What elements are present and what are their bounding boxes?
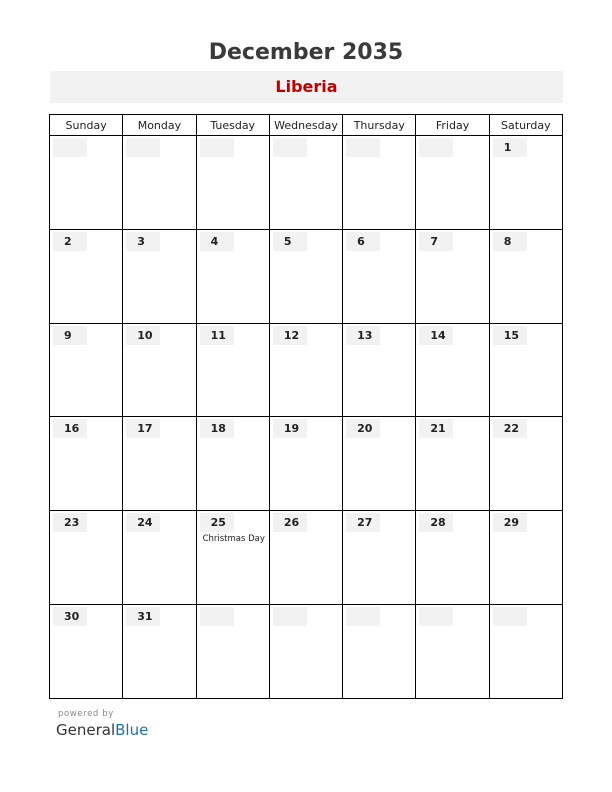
day-number: 30 — [53, 607, 87, 626]
week-row — [50, 229, 563, 323]
day-cell — [416, 417, 489, 511]
day-cell — [196, 323, 269, 417]
day-number: 5 — [273, 232, 307, 251]
day-cell — [416, 136, 489, 230]
country-banner — [50, 71, 563, 103]
day-cell — [416, 605, 489, 699]
day-number: 14 — [419, 326, 453, 345]
day-number: 6 — [346, 232, 380, 251]
day-number: 13 — [346, 326, 380, 345]
day-number: 23 — [53, 513, 87, 532]
day-number: 15 — [493, 326, 527, 345]
day-number: 24 — [126, 513, 160, 532]
day-cell — [50, 323, 123, 417]
day-cell — [123, 136, 196, 230]
week-row — [50, 605, 563, 699]
day-number — [346, 138, 380, 157]
day-number: 12 — [273, 326, 307, 345]
day-cell — [50, 605, 123, 699]
weekday-friday: Friday — [416, 115, 489, 136]
day-cell — [50, 136, 123, 230]
day-cell — [123, 605, 196, 699]
day-cell — [269, 417, 342, 511]
day-number: 11 — [200, 326, 234, 345]
day-number — [53, 138, 87, 157]
day-number: 22 — [493, 419, 527, 438]
day-number — [346, 607, 380, 626]
day-cell — [269, 136, 342, 230]
day-cell — [196, 605, 269, 699]
day-number: 18 — [200, 419, 234, 438]
day-number — [493, 607, 527, 626]
footer-brand — [56, 709, 148, 739]
day-number — [126, 138, 160, 157]
day-number: 10 — [126, 326, 160, 345]
day-cell — [269, 511, 342, 605]
brand-blue-text: Blue — [115, 721, 149, 739]
day-cell — [196, 136, 269, 230]
calendar-title: December 2035 — [208, 40, 404, 65]
weekday-tuesday: Tuesday — [196, 115, 269, 136]
brand-general-text: General — [56, 721, 116, 739]
day-number — [419, 138, 453, 157]
day-cell — [269, 323, 342, 417]
day-cell — [50, 511, 123, 605]
calendar-grid — [49, 114, 563, 699]
day-cell — [196, 229, 269, 323]
day-number: 16 — [53, 419, 87, 438]
day-cell — [50, 229, 123, 323]
day-number: 4 — [200, 232, 234, 251]
day-cell — [343, 605, 416, 699]
day-number: 19 — [273, 419, 307, 438]
week-row — [50, 323, 563, 417]
weekday-monday: Monday — [123, 115, 196, 136]
day-cell — [489, 511, 562, 605]
day-cell — [416, 229, 489, 323]
day-cell — [416, 323, 489, 417]
day-cell — [343, 511, 416, 605]
day-number: 20 — [346, 419, 380, 438]
day-number: 31 — [126, 607, 160, 626]
day-number: 28 — [419, 513, 453, 532]
day-number — [273, 607, 307, 626]
day-number: 17 — [126, 419, 160, 438]
day-cell — [343, 323, 416, 417]
day-cell — [343, 229, 416, 323]
weekday-saturday: Saturday — [489, 115, 562, 136]
day-cell — [489, 605, 562, 699]
day-number: 27 — [346, 513, 380, 532]
day-number: 26 — [273, 513, 307, 532]
day-cell — [196, 511, 269, 605]
day-number — [200, 607, 234, 626]
country-name: Liberia — [275, 77, 338, 96]
day-cell — [123, 229, 196, 323]
day-number: 1 — [493, 138, 527, 157]
day-number: 9 — [53, 326, 87, 345]
weekday-wednesday: Wednesday — [269, 115, 342, 136]
day-number: 21 — [419, 419, 453, 438]
day-cell — [489, 229, 562, 323]
day-cell — [123, 417, 196, 511]
day-number — [419, 607, 453, 626]
day-cell — [489, 136, 562, 230]
day-cell — [343, 136, 416, 230]
day-cell — [489, 417, 562, 511]
week-row — [50, 511, 563, 605]
day-cell — [269, 229, 342, 323]
day-number: 25 — [200, 513, 234, 532]
day-cell — [196, 417, 269, 511]
day-cell — [50, 417, 123, 511]
brand-logo[interactable] — [56, 721, 148, 739]
day-cell — [123, 511, 196, 605]
weekday-thursday: Thursday — [343, 115, 416, 136]
day-number: 8 — [493, 232, 527, 251]
day-cell — [489, 323, 562, 417]
day-cell — [343, 417, 416, 511]
week-row — [50, 136, 563, 230]
day-cell — [269, 605, 342, 699]
day-number: 7 — [419, 232, 453, 251]
day-cell — [416, 511, 489, 605]
holiday-label: Christmas Day — [202, 534, 265, 545]
day-number: 3 — [126, 232, 160, 251]
weekday-header-row — [50, 115, 563, 136]
day-cell — [123, 323, 196, 417]
day-number — [200, 138, 234, 157]
day-number — [273, 138, 307, 157]
week-row — [50, 417, 563, 511]
powered-by-text: powered by — [58, 709, 114, 719]
day-number: 2 — [53, 232, 87, 251]
weekday-sunday: Sunday — [50, 115, 123, 136]
day-number: 29 — [493, 513, 527, 532]
